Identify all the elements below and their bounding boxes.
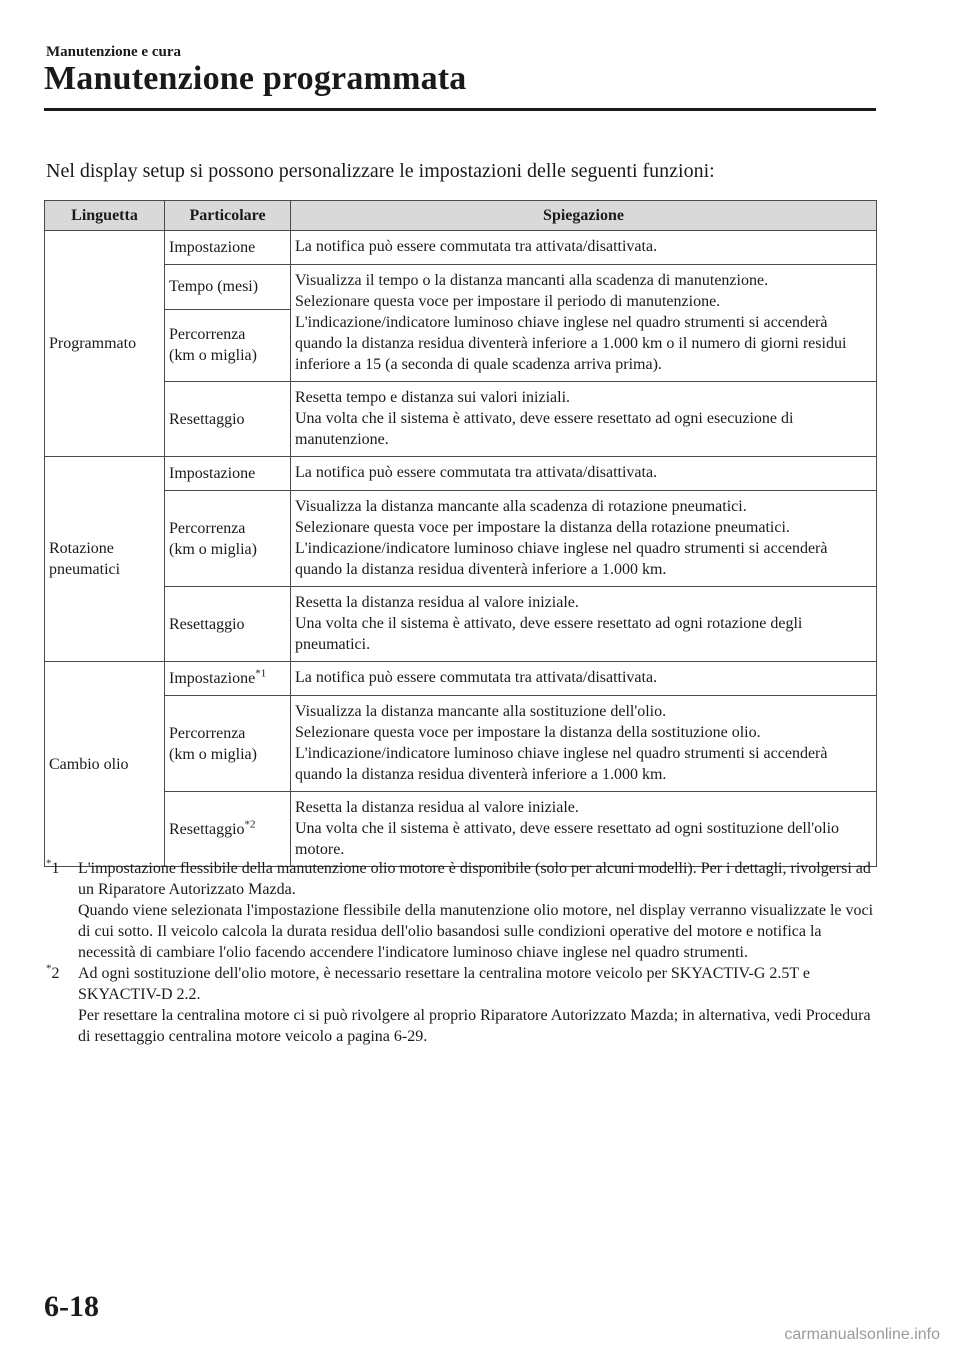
tab-cell: Programmato xyxy=(45,231,165,457)
item-cell xyxy=(165,792,291,867)
item-cell xyxy=(165,491,291,587)
table-body xyxy=(45,231,877,867)
watermark: carmanualsonline.info xyxy=(784,1326,940,1343)
item-label: Percorrenza (km o miglia) xyxy=(169,326,257,365)
tab-cell: Rotazione pneumatici xyxy=(45,457,165,662)
footnote-paragraph: Quando viene selezionata l'impostazione flessibile della manutenzione olio motore, nel display verranno visualizzate le voci di cui sotto. Il veicolo calcola la durata residua dell'olio basandosi sulle condizioni operative del motore e notifica la necessità di cambiare l'olio facendo accendere l'indicatore luminoso chiave inglese nel quadro strumenti. xyxy=(78,902,874,961)
header-linguetta: Linguetta xyxy=(45,201,165,231)
item-cell xyxy=(165,696,291,792)
description-cell: La notifica può essere commutata tra attivata/disattivata. xyxy=(291,457,877,491)
item-label: Impostazione xyxy=(169,465,256,482)
description-cell: Visualizza la distanza mancante alla sostituzione dell'olio. Selezionare questa voce per impostare la distanza della sostituzione olio. L'indicazione/indicatore luminoso chiave inglese nel quadro strumenti si accenderà quando la distanza residua diventerà inferiore a 1.000 km. xyxy=(291,696,877,792)
description-cell: Visualizza la distanza mancante alla scadenza di rotazione pneumatici. Selezionare questa voce per impostare la distanza della rotazione pneumatici. L'indicazione/indicatore luminoso chiave inglese nel quadro strumenti si accenderà quando la distanza residua diventerà inferiore a 1.000 km. xyxy=(291,491,877,587)
item-label: Impostazione xyxy=(169,670,256,687)
table-row xyxy=(45,587,877,662)
item-label: Resettaggio xyxy=(169,820,245,838)
footnote-number: 2 xyxy=(51,965,60,982)
item-label: Resettaggio xyxy=(169,615,245,633)
description-cell: La notifica può essere commutata tra attivata/disattivata. xyxy=(291,231,877,265)
settings-table xyxy=(44,200,877,867)
footnote-paragraph: Per resettare la centralina motore ci si può rivolgere al proprio Riparatore Autorizzato Mazda; in alternativa, vedi Procedura di resettaggio centralina motore veicolo a pagina 6-29. xyxy=(78,1007,871,1045)
item-label: Tempo (mesi) xyxy=(169,278,259,296)
table-header-row xyxy=(45,201,877,231)
item-cell xyxy=(165,265,291,310)
item-cell xyxy=(165,382,291,457)
table-row xyxy=(45,231,877,265)
item-cell xyxy=(165,457,291,491)
tab-cell: Cambio olio xyxy=(45,662,165,867)
table-row xyxy=(45,792,877,867)
description-cell: La notifica può essere commutata tra attivata/disattivata. xyxy=(291,662,877,696)
description-cell: Resetta la distanza residua al valore iniziale. Una volta che il sistema è attivato, deve essere resettato ad ogni sostituzione dell'olio motore. xyxy=(291,792,877,867)
item-label: Percorrenza (km o miglia) xyxy=(169,519,257,558)
table-row xyxy=(45,491,877,587)
table-row xyxy=(45,457,877,491)
footnote-marker xyxy=(46,963,60,984)
footnote xyxy=(46,963,876,1047)
page-number: 6-18 xyxy=(44,1290,99,1323)
description-cell: Resetta tempo e distanza sui valori iniziali. Una volta che il sistema è attivato, deve essere resettato ad ogni esecuzione di manutenzione. xyxy=(291,382,877,457)
header-particolare: Particolare xyxy=(165,201,291,231)
footnote-asterisk: * xyxy=(46,962,52,975)
footnote-asterisk: * xyxy=(46,857,52,870)
item-label: Percorrenza (km o miglia) xyxy=(169,724,257,763)
item-cell xyxy=(165,231,291,265)
item-label: Resettaggio xyxy=(169,410,245,428)
description-cell: Resetta la distanza residua al valore iniziale. Una volta che il sistema è attivato, deve essere resettato ad ogni rotazione degli pneumatici. xyxy=(291,587,877,662)
table-row xyxy=(45,696,877,792)
page-title: Manutenzione programmata xyxy=(44,60,467,97)
footnote-paragraph: L'impostazione flessibile della manutenzione olio motore è disponibile (solo per alcuni modelli). Per i dettagli, rivolgersi ad un Riparatore Autorizzato Mazda. xyxy=(78,860,871,898)
item-label: Impostazione xyxy=(169,239,256,256)
intro-text: Nel display setup si possono personalizzare le impostazioni delle seguenti funzioni: xyxy=(46,160,715,182)
section-label: Manutenzione e cura xyxy=(46,44,181,60)
title-rule xyxy=(44,108,876,111)
header-spiegazione: Spiegazione xyxy=(291,201,877,231)
footnote-marker xyxy=(46,858,60,879)
item-cell xyxy=(165,309,291,381)
footnote xyxy=(46,858,876,963)
footnote-ref: *2 xyxy=(244,818,256,831)
item-cell xyxy=(165,587,291,662)
item-cell xyxy=(165,662,291,696)
table-row xyxy=(45,662,877,696)
footnote-ref: *1 xyxy=(255,667,267,680)
table-row xyxy=(45,382,877,457)
footnote-number: 1 xyxy=(51,860,60,877)
footnote-paragraph: Ad ogni sostituzione dell'olio motore, è necessario resettare la centralina motore veicolo per SKYACTIV-G 2.5T e SKYACTIV-D 2.2. xyxy=(78,965,811,1003)
footnotes xyxy=(46,858,876,1047)
table-row xyxy=(45,265,877,310)
description-cell: Visualizza il tempo o la distanza mancanti alla scadenza di manutenzione. Selezionare questa voce per impostare il periodo di manutenzione. L'indicazione/indicatore luminoso chiave inglese nel quadro strumenti si accenderà quando la distanza residua diventerà inferiore a 1.000 km o il numero di giorni residui inferiore a 15 (a seconda di quale scadenza arriva prima). xyxy=(291,265,877,382)
